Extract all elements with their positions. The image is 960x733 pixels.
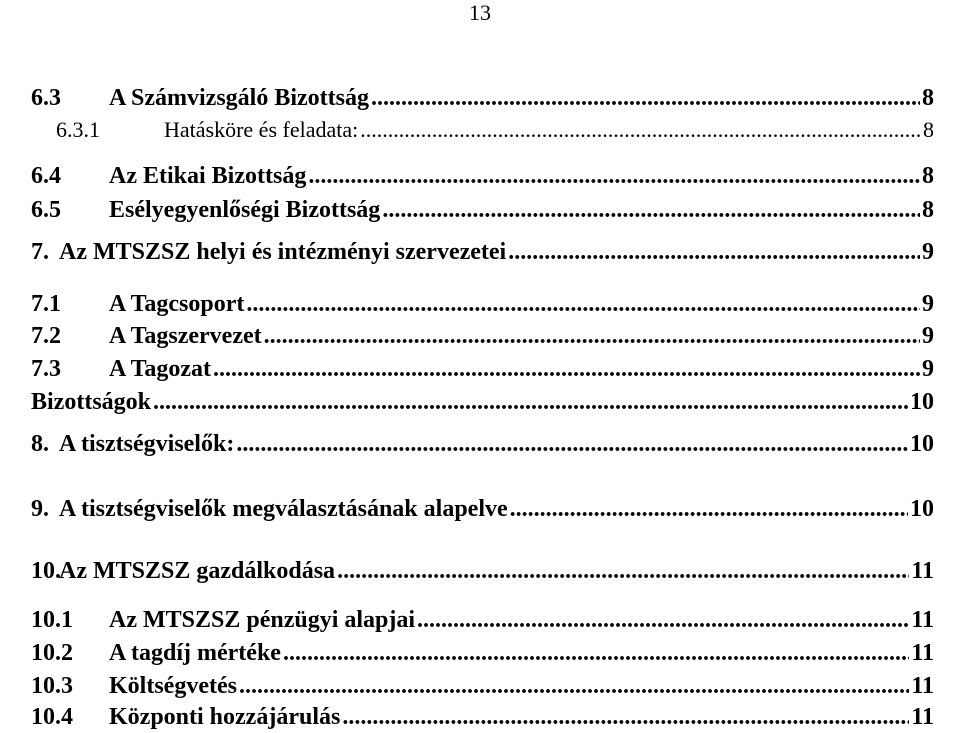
dot-leader xyxy=(360,116,921,144)
toc-entry-title: Az MTSZSZ pénzügyi alapjai xyxy=(109,607,416,633)
toc-entry-title: A Számvizsgáló Bizottság xyxy=(109,85,369,111)
toc-entry-page: 11 xyxy=(911,640,934,666)
toc-entry-title: A Tagszervezet xyxy=(109,323,262,349)
toc-entry-title: A Tagcsoport xyxy=(109,291,245,317)
toc-entry-number: 10.4 xyxy=(31,704,73,730)
dot-leader xyxy=(510,495,908,523)
toc-entry-page: 10 xyxy=(910,496,934,522)
toc-entry-page: 8 xyxy=(923,117,934,142)
toc-entry-title: A tisztségviselők megválasztásának alapelve xyxy=(59,496,508,522)
toc-entry-number: 7. xyxy=(31,239,49,265)
toc-entry-number: 10. xyxy=(31,558,61,584)
toc-entry-page: 9 xyxy=(922,323,934,349)
toc-entry-7-3[interactable] xyxy=(31,355,934,383)
dot-leader xyxy=(371,84,920,112)
toc-entry-7[interactable] xyxy=(31,238,934,266)
toc-entry-6-5[interactable] xyxy=(31,196,934,224)
toc-entry-6-3[interactable] xyxy=(31,84,934,112)
toc-entry-page: 9 xyxy=(922,291,934,317)
dot-leader xyxy=(342,703,909,731)
toc-entry-page: 8 xyxy=(922,197,934,223)
toc-entry-number: 8. xyxy=(31,431,49,457)
toc-entry-7-2[interactable] xyxy=(31,322,934,350)
dot-leader xyxy=(508,238,920,266)
toc-entry-10-3[interactable] xyxy=(31,672,934,700)
toc-entry-7-1[interactable] xyxy=(31,290,934,318)
toc-entry-number: 10.2 xyxy=(31,640,73,666)
dot-leader xyxy=(417,606,909,634)
toc-entry-number: 6.3.1 xyxy=(56,117,100,142)
toc-entry-number: 7.2 xyxy=(31,323,61,349)
toc-entry-number: 7.3 xyxy=(31,356,61,382)
dot-leader xyxy=(308,162,920,190)
toc-entry-bizottsagok[interactable] xyxy=(31,388,934,416)
toc-entry-6-3-1[interactable] xyxy=(56,116,934,144)
toc-entry-page: 10 xyxy=(910,389,934,415)
toc-entry-page: 11 xyxy=(911,607,934,633)
dot-leader xyxy=(213,355,920,383)
toc-entry-page: 11 xyxy=(911,558,934,584)
dot-leader xyxy=(246,290,920,318)
toc-entry-number: 6.5 xyxy=(31,197,61,223)
toc-entry-title: Az Etikai Bizottság xyxy=(109,163,307,189)
toc-entry-number: 6.4 xyxy=(31,163,61,189)
dot-leader xyxy=(283,639,909,667)
toc-entry-title: A tagdíj mértéke xyxy=(109,640,281,666)
toc-entry-title: Esélyegyenlőségi Bizottság xyxy=(109,197,381,223)
toc-entry-title: A Tagozat xyxy=(109,356,212,382)
toc-entry-page: 9 xyxy=(922,239,934,265)
toc-entry-title: A tisztségviselők: xyxy=(59,431,235,457)
toc-entry-10[interactable] xyxy=(31,557,934,585)
toc-entry-number: 9. xyxy=(31,496,49,522)
toc-entry-page: 11 xyxy=(911,673,934,699)
toc-entry-10-4[interactable] xyxy=(31,703,934,731)
toc-entry-page: 8 xyxy=(922,85,934,111)
toc-entry-title: Központi hozzájárulás xyxy=(109,704,341,730)
toc-entry-page: 10 xyxy=(910,431,934,457)
page-number: 13 xyxy=(469,0,491,25)
toc-entry-6-4[interactable] xyxy=(31,162,934,190)
toc-entry-10-2[interactable] xyxy=(31,639,934,667)
toc-entry-10-1[interactable] xyxy=(31,606,934,634)
toc-entry-number: 10.3 xyxy=(31,673,73,699)
dot-leader xyxy=(236,430,908,458)
dot-leader xyxy=(382,196,920,224)
dot-leader xyxy=(153,388,908,416)
toc-entry-9[interactable] xyxy=(31,495,934,523)
dot-leader xyxy=(239,672,909,700)
toc-entry-8[interactable] xyxy=(31,430,934,458)
toc-entry-title: Költségvetés xyxy=(109,673,237,699)
toc-entry-title: Az MTSZSZ helyi és intézményi szervezetei xyxy=(59,239,507,265)
toc-entry-number: 7.1 xyxy=(31,291,61,317)
toc-entry-page: 8 xyxy=(922,163,934,189)
toc-entry-title: Bizottságok xyxy=(31,389,151,415)
dot-leader xyxy=(337,557,909,585)
toc-entry-number: 10.1 xyxy=(31,607,73,633)
dot-leader xyxy=(264,322,920,350)
toc-entry-page: 9 xyxy=(922,356,934,382)
toc-entry-number: 6.3 xyxy=(31,85,61,111)
toc-entry-page: 11 xyxy=(911,704,934,730)
toc-entry-title: Az MTSZSZ gazdálkodása xyxy=(59,558,336,584)
toc-entry-title: Hatásköre és feladata: xyxy=(164,117,359,142)
